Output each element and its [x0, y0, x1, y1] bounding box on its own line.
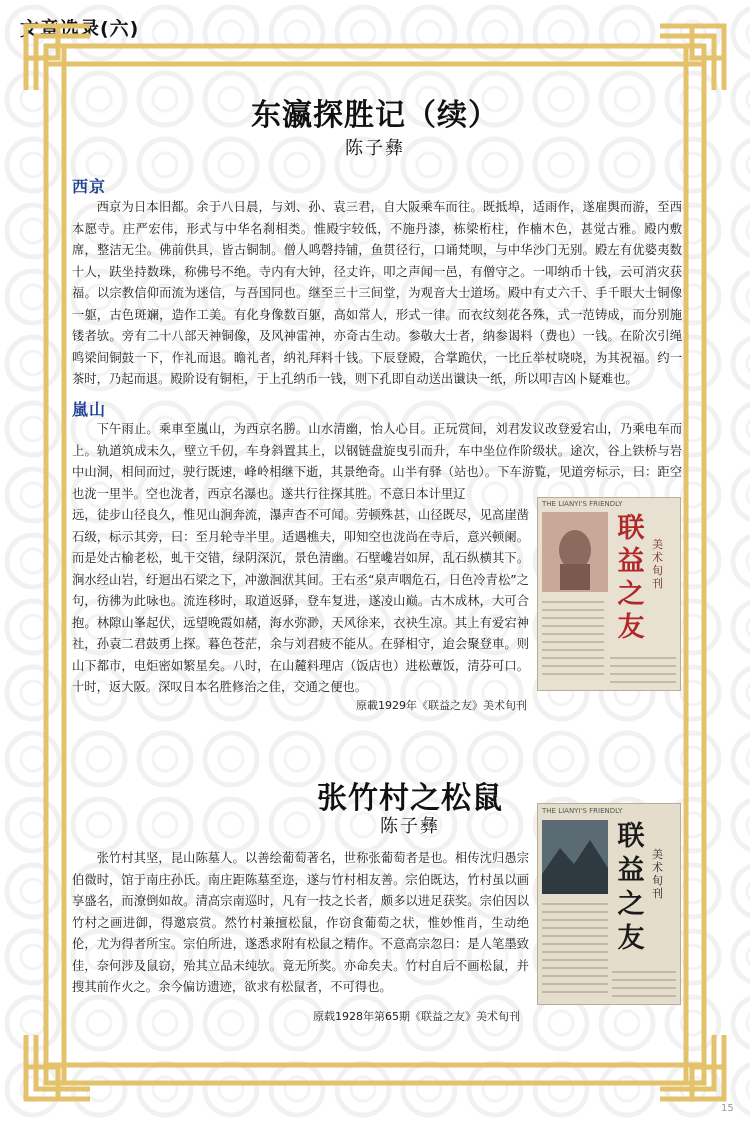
newspaper-2-title-char: 联 [617, 821, 645, 852]
newspaper-1-title-char: 联 [617, 513, 645, 544]
newspaper-2-graphic [538, 804, 680, 1004]
article2-author: 陈子彝 [380, 816, 440, 837]
newspaper-2-title [614, 820, 648, 956]
section-label: 文章选录(六) [20, 18, 140, 40]
article1-part2-body-narrow [72, 505, 529, 699]
article1-part2-text-wide: 下午雨止。乘車至嵐山，为西京名勝。山水清幽，怡人心目。正玩赏间，刘君发议改登爱宕山，乃乘电车而上。轨道筑成未久，壁立千仞，车身斜置其上，以钢链盘旋曳引而升，车中坐位作阶级状。途次，谷上铁桥与岩中山洞，相间而过，驶行既速，峰岭相继下逝，其景绝奇。山半有驿（站也）。下车游覧，见道旁标示，曰：距空也泷一里半。空也泷者，西京名瀑也。遂共行往探其胜。不意日本计里辽 [72, 422, 682, 501]
article1-part1-text: 西京为日本旧都。余于八日晨，与刘、孙、袁三君，自大阪乘车而往。既抵埠，适雨作，遂雇舆而游，至西本愿寺。庄严宏伟，形式与中华名刹相类。惟殿宇较低，不施丹漆，栋梁桁柱，作楠木色，甚觉古雅。殿内敷席，整洁无尘。佛前供具，皆古铜制。僧人鸣磬持铺，鱼贯径行，口诵梵呗，与中华沙门无别。殿左有优婆夷数十人，趺坐持数珠，称佛号不绝。寺内有大钟，径丈许，叩之声闻一邑，有僧守之。一叩纳币十钱，云可消灾获福。以宗教信仰而流为迷信，与吾国同也。继至三十三间堂，为观音大士道场。殿中有丈六千、手千眼大士铜像一躯，古色斑斓，造作工美。有化身像数百躯，高如常人，形式一律。而衣纹刻花各殊，式一范铸成，而分别施镂者欤。旁有二十八部天神铜像，及风神雷神，亦奇古生动。参敬大士者，纳参谒料（费也）一钱。在阶次引绳鸣梁间铜鼓一下，作礼而退。瞻礼者，纳礼拜料十钱。下辰登殿，合掌跪伏，一比丘举杖哓哓，为其祝福。约一茶时，乃起而退。殿阶设有铜柜，于上孔纳币一钱，则下孔即自动送出谶诀一纸，所以叩吉凶卜疑难也。 [72, 200, 682, 386]
newspaper-1-title [614, 512, 648, 644]
article1-part1-body [72, 197, 682, 391]
article1-author: 陈子彝 [345, 138, 405, 159]
newspaper-image-2 [537, 803, 681, 1005]
newspaper-1-graphic [538, 498, 680, 690]
heading-xijing: 西京 [72, 177, 107, 196]
newspaper-image-1 [537, 497, 681, 691]
article1-part2-body-wide [72, 419, 682, 505]
article1-part2-text-narrow: 远，徒步山径良久，惟见山涧奔流，瀑声杳不可闻。劳顿殊甚，山径既尽，见高崖凿石级，标示其旁，曰：至月轮寺半里。适遇樵夫，叩知空也泷尚在寺后，意兴顿阑。而是处古榆老松，虬干交错，绿阴深沉，景色清幽。石壁巉岩如屏，乱石纵横其下。涧水经山岩，纡迴出石梁之下，冲激洄洑其间。王右丞“泉声咽危石，日色冷青松”之句，彷彿为此咏也。流连移时，取道返驿，登车复进，遂凌山巅。古木成林，大可合抱。林隙山峯起伏，远望晚霞如赭，海水弥渺，天风徐来，衣袂生凉。其上有爱宕神社，孙袁二君鼓勇上探。暮色苍茫，余与刘君疲不能从。在驿相守，迨会聚登車。则山下都市，电炬密如繁星矣。八时，在山麓料理店（饭店也）进松蕈饭，清芬可口。十时，返大阪。深叹日本名胜修治之佳，交通之便也。 [72, 508, 529, 694]
newspaper-1-title-char: 之 [617, 579, 645, 610]
newspaper-2-subtitle: 美术旬刊 [652, 848, 663, 900]
newspaper-2-title-char: 之 [617, 889, 645, 920]
newspaper-2-title-char: 益 [617, 855, 645, 886]
page-number: 15 [721, 1103, 734, 1114]
article1-caption: 原載1929年《联益之友》美术旬刊 [356, 699, 527, 712]
article1-title: 东瀛探胜记（续） [251, 98, 499, 133]
newspaper-2-title-char: 友 [617, 923, 645, 954]
article2-caption: 原载1928年第65期《联益之友》美术旬刊 [313, 1010, 520, 1023]
article2-title: 张竹村之松鼠 [317, 781, 503, 816]
newspaper-1-subtitle: 美术旬刊 [652, 538, 663, 590]
newspaper-1-title-char: 友 [617, 612, 645, 643]
newspaper-2-masthead: THE LIANYI'S FRIENDLY [542, 807, 623, 815]
heading-lanshan: 嵐山 [72, 400, 107, 419]
article2-body [72, 848, 529, 999]
newspaper-1-title-char: 益 [617, 546, 645, 577]
article2-text: 张竹村其坚，昆山陈墓人。以善绘葡萄著名，世称张葡萄者是也。相传沈归愚宗伯微时，馆于南庄孙氏。南庄距陈墓至迩，遂与竹村相友善。宗伯既达，竹村虽以画享盛名，而潦倒如故。清高宗南巡时，凡有一技之长者，颇多以进足获奖。宗伯因以竹村之画进御，得邀宸赏。然竹村兼擅松鼠，作窃食葡萄之状，惟妙惟肖，生动绝伦，尤为得者所宝。宗伯所进，遂悉求附有松鼠之精作。不意高宗忽曰：是人笔墨致佳，奈何涉及鼠窃，殆其立品未纯欤。竟无所奖。亦命矣夫。竹村自后不画松鼠，并搜其前作火之。余今偏访遗迹，欲求有松鼠者，不可得也。 [72, 851, 529, 994]
newspaper-1-masthead: THE LIANYI'S FRIENDLY [542, 500, 623, 508]
